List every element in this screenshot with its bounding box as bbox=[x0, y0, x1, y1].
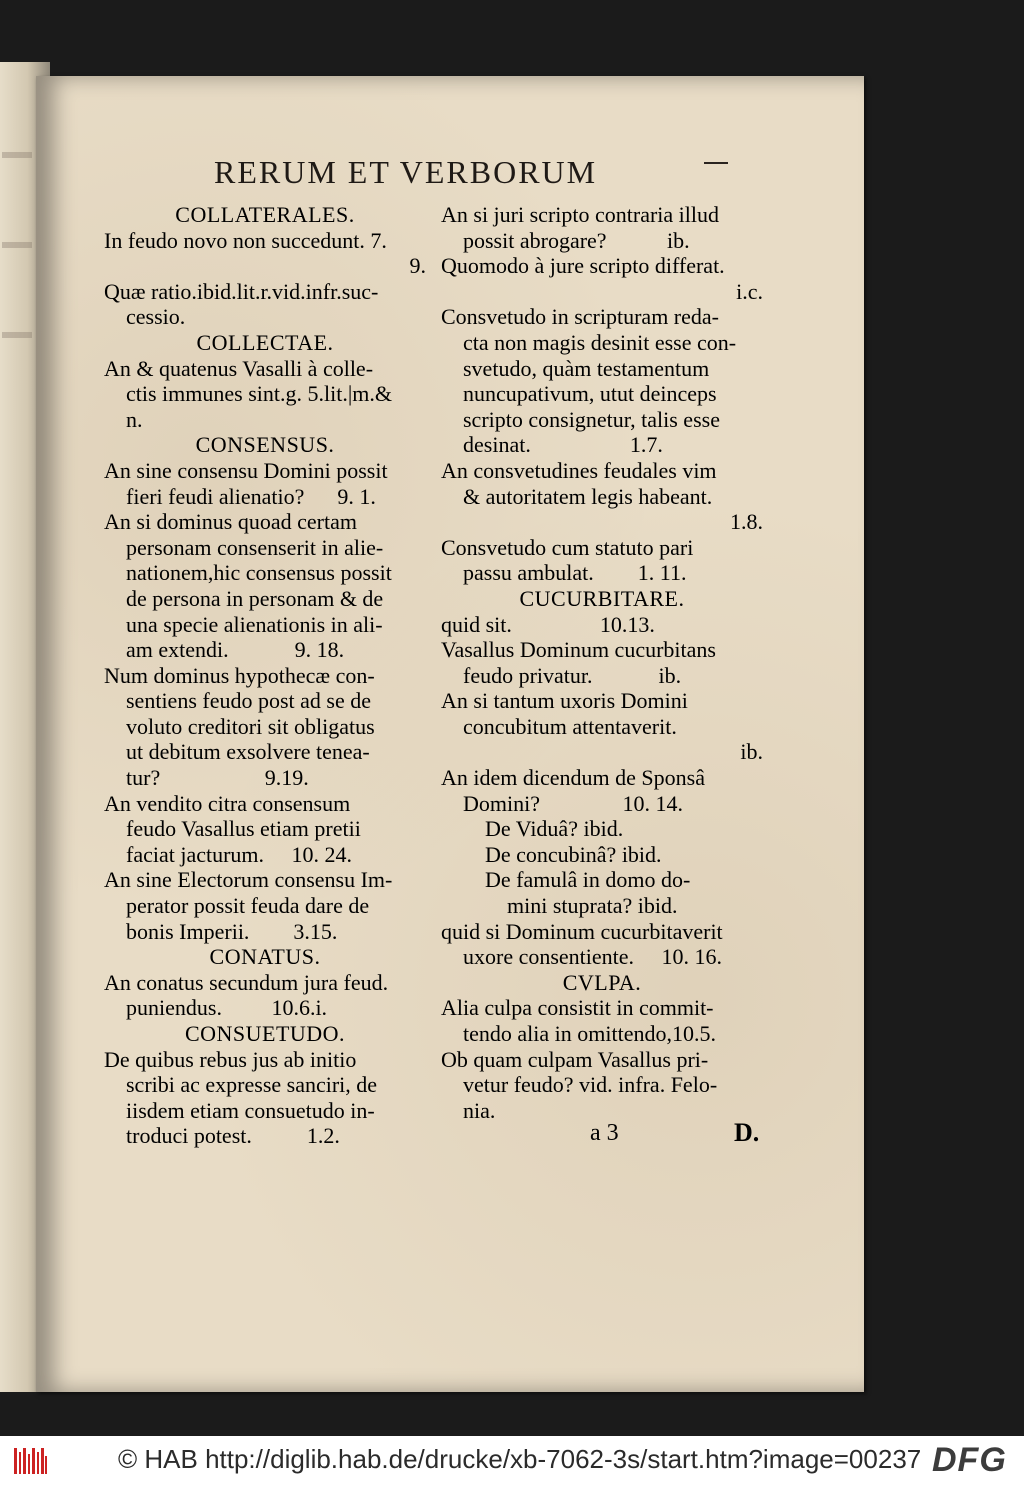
index-entry-line: possit abrogare? ib. bbox=[463, 227, 690, 253]
left-page-text-mark bbox=[2, 152, 32, 158]
index-entry-line: faciat jacturum. 10. 24. bbox=[126, 841, 353, 867]
index-entry: Num dominus hypothecæ con- bbox=[104, 662, 375, 688]
index-entry-line: cta non magis desinit esse con- bbox=[463, 329, 737, 355]
index-column-left bbox=[104, 202, 426, 1149]
source-credit-link[interactable]: © HAB http://diglib.hab.de/drucke/xb-7062-3s/start.htm?image=00237 bbox=[118, 1444, 922, 1474]
index-entry-line: desinat. 1.7. bbox=[463, 432, 663, 458]
index-reference: ib. bbox=[740, 739, 763, 765]
index-entry-line: nationem,hic consensus possit bbox=[126, 560, 392, 586]
index-entry: Ob quam culpam Vasallus pri- bbox=[441, 1046, 709, 1072]
index-entry-line: am extendi. 9. 18. bbox=[126, 637, 345, 663]
left-page-text-mark bbox=[2, 332, 32, 338]
index-entry: An sine Electorum consensu Im- bbox=[104, 867, 393, 893]
index-entry-line: voluto creditori sit obligatus bbox=[126, 713, 375, 739]
index-entry: Consvetudo cum statuto pari bbox=[441, 534, 694, 560]
index-entry-line: concubitum attentaverit. bbox=[463, 713, 677, 739]
index-entry-line: tur? 9.19. bbox=[126, 765, 309, 791]
index-reference: 1.8. bbox=[730, 509, 763, 535]
header-rule bbox=[704, 162, 728, 164]
index-entry-line: personam consenserit in alie- bbox=[126, 534, 384, 560]
index-entry: Alia culpa consistit in commit- bbox=[441, 995, 714, 1021]
index-reference: 9. bbox=[409, 253, 426, 279]
index-entry: An si tantum uxoris Domini bbox=[441, 688, 688, 714]
index-entry-line: feudo privatur. ib. bbox=[463, 662, 682, 688]
index-subentry: De Viduâ? ibid. bbox=[485, 816, 624, 842]
index-entry-line: feudo Vasallus etiam pretii bbox=[126, 816, 361, 842]
index-subentry: De famulâ in domo do- bbox=[485, 867, 691, 893]
index-entry-line: sentiens feudo post ad se de bbox=[126, 688, 371, 714]
index-heading: CONSENSUS. bbox=[195, 432, 335, 458]
left-page-text-mark bbox=[2, 242, 32, 248]
index-entry-line: n. bbox=[126, 406, 143, 432]
index-entry: An sine consensu Domini possit bbox=[104, 457, 388, 483]
index-entry: Quomodo à jure scripto differat. bbox=[441, 253, 725, 279]
index-subentry: De concubinâ? ibid. bbox=[485, 841, 662, 867]
index-heading: COLLECTAE. bbox=[196, 329, 334, 355]
index-entry: quid si Dominum cucurbitaverit bbox=[441, 918, 723, 944]
index-subentry: mini stuprata? ibid. bbox=[507, 893, 678, 919]
index-heading: CONATUS. bbox=[209, 944, 321, 970]
index-entry: An consvetudines feudales vim bbox=[441, 457, 717, 483]
barcode-icon bbox=[14, 1448, 48, 1474]
index-entry: Quæ ratio.ibid.lit.r.vid.infr.suc- bbox=[104, 278, 379, 304]
catchword: D. bbox=[734, 1118, 760, 1147]
index-entry-line: & autoritatem legis habeant. bbox=[463, 483, 713, 509]
index-entry-line: svetudo, quàm testamentum bbox=[463, 355, 710, 381]
running-header: RERUM ET VERBORUM bbox=[214, 154, 598, 190]
index-entry-line: passu ambulat. 1. 11. bbox=[463, 560, 687, 586]
index-entry: An & quatenus Vasalli à colle- bbox=[104, 355, 374, 381]
index-entry-line: uxore consentiente. 10. 16. bbox=[463, 944, 723, 970]
index-entry: De quibus rebus jus ab initio bbox=[104, 1046, 357, 1072]
book-page bbox=[36, 76, 864, 1392]
attribution-bar bbox=[0, 1436, 1024, 1486]
index-entry-line: vetur feudo? vid. infra. Felo- bbox=[463, 1072, 718, 1098]
index-entry-line: scribi ac expresse sanciri, de bbox=[126, 1072, 378, 1098]
index-entry-line: iisdem etiam consuetudo in- bbox=[126, 1097, 375, 1123]
index-column-right bbox=[441, 202, 763, 1123]
index-heading: CUCURBITARE. bbox=[519, 585, 685, 611]
index-heading: CVLPA. bbox=[562, 969, 642, 995]
index-entry-line: una specie alienationis in ali- bbox=[126, 611, 383, 637]
index-entry: An si juri scripto contraria illud bbox=[441, 202, 719, 227]
index-reference: i.c. bbox=[736, 278, 763, 304]
index-entry: quid sit. 10.13. bbox=[441, 611, 655, 637]
index-entry-line: scripto consignetur, talis esse bbox=[463, 406, 720, 432]
index-entry: An vendito citra consensum bbox=[104, 790, 351, 816]
dfg-logo: DFG bbox=[932, 1441, 1007, 1479]
index-heading: COLLATERALES. bbox=[175, 202, 355, 227]
index-entry-line: cessio. bbox=[126, 304, 186, 330]
index-entry-line: perator possit feuda dare de bbox=[126, 893, 370, 919]
index-entry-line: nuncupativum, utut deinceps bbox=[463, 381, 717, 407]
index-heading: CONSUETUDO. bbox=[184, 1021, 346, 1046]
index-entry-line: troduci potest. 1.2. bbox=[126, 1123, 340, 1149]
index-entry: An idem dicendum de Sponsâ bbox=[441, 765, 705, 791]
index-entry-line: fieri feudi alienatio? 9. 1. bbox=[126, 483, 376, 509]
index-entry-line: nia. bbox=[463, 1097, 496, 1123]
index-entry-line: puniendus. 10.6.i. bbox=[126, 995, 328, 1021]
index-entry-line: ut debitum exsolvere tenea- bbox=[126, 739, 370, 765]
index-entry-line: de persona in personam & de bbox=[126, 585, 384, 611]
index-entry-line: tendo alia in omittendo,10.5. bbox=[463, 1021, 716, 1046]
index-entry-line: bonis Imperii. 3.15. bbox=[126, 918, 338, 944]
index-entry: Vasallus Dominum cucurbitans bbox=[441, 637, 716, 663]
signature-mark: a 3 bbox=[590, 1120, 619, 1146]
index-entry: An conatus secundum jura feud. bbox=[104, 969, 389, 995]
index-entry: In feudo novo non succedunt. 7. bbox=[104, 227, 387, 253]
index-entry-line: ctis immunes sint.g. 5.lit.|m.& bbox=[126, 381, 392, 407]
index-entry: Consvetudo in scripturam reda- bbox=[441, 304, 719, 330]
index-entry: An si dominus quoad certam bbox=[104, 509, 357, 535]
index-entry-line: Domini? 10. 14. bbox=[463, 790, 683, 816]
